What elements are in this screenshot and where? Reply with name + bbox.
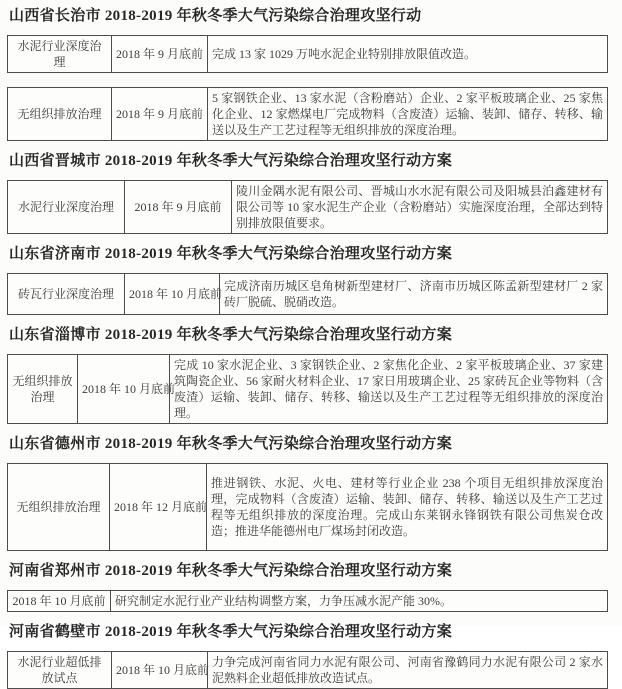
table-row bbox=[8, 36, 608, 73]
section-title: 山西省长治市 2018-2019 年秋冬季大气污染综合治理攻坚行动 bbox=[9, 8, 422, 24]
measure-name-cell: 水泥行业超低排放试点 bbox=[8, 652, 112, 689]
measure-table bbox=[7, 35, 608, 73]
measure-table bbox=[7, 463, 608, 551]
table-row bbox=[8, 274, 608, 315]
section-title: 山西省晋城市 2018-2019 年秋冬季大气污染综合治理攻坚行动方案 bbox=[9, 153, 452, 169]
table-row bbox=[8, 88, 608, 141]
table-row bbox=[8, 181, 608, 234]
section-shandong-jinan bbox=[7, 244, 614, 315]
measure-table bbox=[7, 354, 608, 424]
section-title: 山东省淄博市 2018-2019 年秋冬季大气污染综合治理攻坚行动方案 bbox=[9, 327, 452, 343]
measure-table bbox=[7, 180, 608, 234]
measure-name-cell: 砖瓦行业深度治理 bbox=[8, 274, 125, 315]
deadline-cell: 2018 年 9 月底前 bbox=[112, 88, 208, 141]
section-shandong-zibo bbox=[7, 325, 614, 424]
section-title: 河南省郑州市 2018-2019 年秋冬季大气污染综合治理攻坚行动方案 bbox=[9, 563, 452, 579]
deadline-cell: 2018 年 9 月底前 bbox=[125, 181, 232, 234]
task-description-cell: 完成 10 家水泥企业、3 家钢铁企业、2 家焦化企业、2 家平板玻璃企业、37 家建筑陶瓷企业、56 家耐火材料企业、17 家日用玻璃企业、25 家砖瓦企业等物料（含废渣）运输、装卸、储存、转移、输送以及生产工艺过程等无组织排放的深度治理。 bbox=[170, 355, 608, 424]
deadline-cell: 2018 年 10 月底前 bbox=[125, 274, 220, 315]
task-description-cell: 5 家钢铁企业、13 家水泥（含粉磨站）企业、2 家平板玻璃企业、25 家焦化企业、12 家燃煤电厂完成物料（含废渣）运输、装卸、储存、转移、输送以及生产工艺过程等无组织排放的深度治理。 bbox=[208, 88, 608, 141]
table-row bbox=[8, 355, 608, 424]
section-title: 河南省鹤壁市 2018-2019 年秋冬季大气污染综合治理攻坚行动方案 bbox=[9, 624, 452, 640]
table-row bbox=[8, 652, 608, 689]
task-description-cell: 研究制定水泥行业产业结构调整方案，力争压减水泥产能 30%。 bbox=[111, 591, 608, 612]
task-description-cell: 完成 13 家 1029 万吨水泥企业特别排放限值改造。 bbox=[208, 36, 608, 73]
measure-name-cell: 无组织排放治理 bbox=[8, 355, 78, 424]
section-shanxi-changzhi bbox=[7, 6, 614, 141]
measure-table bbox=[7, 590, 608, 612]
task-description-cell: 完成济南历城区皂角树新型建材厂、济南市历城区陈孟新型建材厂 2 家砖厂脱硫、脱硝改造。 bbox=[220, 274, 608, 315]
measure-name-cell: 水泥行业深度治理 bbox=[8, 181, 125, 234]
measure-name-cell: 无组织排放治理 bbox=[8, 88, 112, 141]
measure-table bbox=[7, 273, 608, 315]
task-description-cell: 力争完成河南省同力水泥有限公司、河南省豫鹤同力水泥有限公司 2 家水泥熟料企业超低排放改造试点。 bbox=[208, 652, 608, 689]
table-row bbox=[8, 591, 608, 612]
table-row bbox=[8, 464, 608, 551]
deadline-cell: 2018 年 10 月底前 bbox=[78, 355, 170, 424]
section-henan-hebi bbox=[7, 622, 614, 689]
measure-name-cell: 水泥行业深度治理 bbox=[8, 36, 112, 73]
task-description-cell: 推进钢铁、水泥、火电、建材等行业企业 238 个项目无组织排放深度治理，完成物料（含废渣）运输、装卸、储存、转移、输送以及生产工艺过程等无组织排放的深度治理。完成山东莱钢永锋钢铁有限公司焦炭仓改造；推进华能德州电厂煤场封闭改造。 bbox=[207, 464, 608, 551]
measure-name-cell: 无组织排放治理 bbox=[8, 464, 110, 551]
deadline-cell: 2018 年 9 月底前 bbox=[112, 36, 208, 73]
section-henan-zhengzhou bbox=[7, 561, 614, 612]
measure-table bbox=[7, 651, 608, 689]
section-title: 山东省济南市 2018-2019 年秋冬季大气污染综合治理攻坚行动方案 bbox=[9, 246, 452, 262]
section-title: 山东省德州市 2018-2019 年秋冬季大气污染综合治理攻坚行动方案 bbox=[9, 436, 452, 452]
task-description-cell: 陵川金隅水泥有限公司、晋城山水水泥有限公司及阳城县泊鑫建材有限公司等 10 家水泥生产企业（含粉磨站）实施深度治理，全部达到特别排放限值要求。 bbox=[232, 181, 608, 234]
measure-table bbox=[7, 87, 608, 141]
deadline-cell: 2018 年 10 月底前 bbox=[8, 591, 111, 612]
table-gap bbox=[7, 73, 614, 87]
section-shanxi-jincheng bbox=[7, 151, 614, 234]
deadline-cell: 2018 年 10 月底前 bbox=[112, 652, 208, 689]
deadline-cell: 2018 年 12 月底前 bbox=[110, 464, 207, 551]
section-shandong-dezhou bbox=[7, 434, 614, 551]
